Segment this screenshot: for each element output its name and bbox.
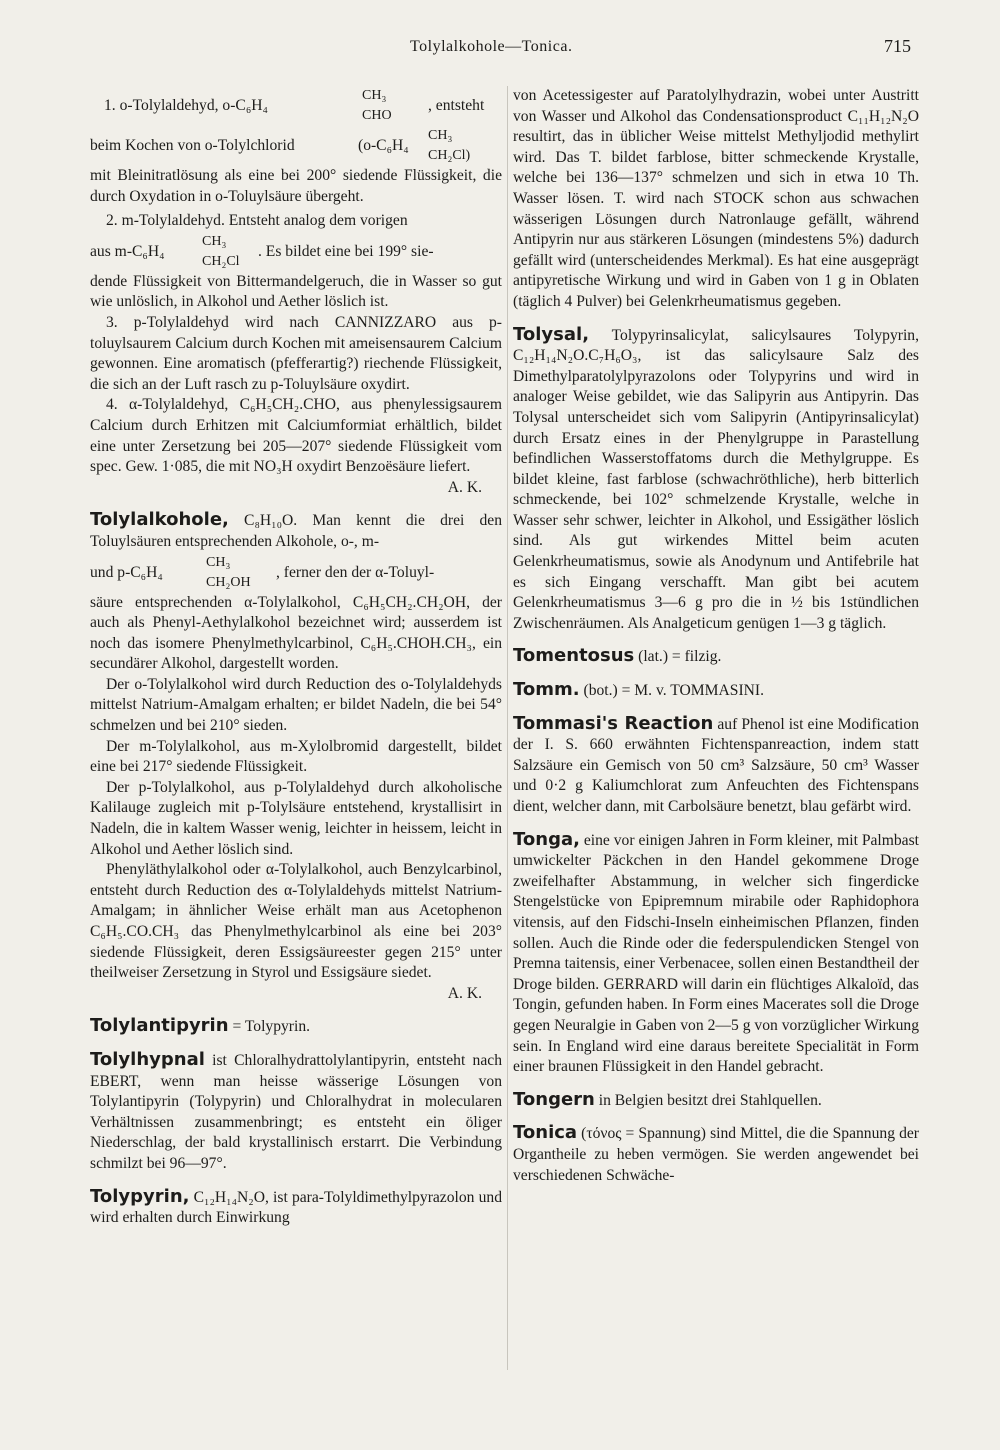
author-signature: A. K. bbox=[447, 478, 482, 496]
paragraph-heading: 2. m-Tolylaldehyd. Entsteht analog dem vorigen bbox=[106, 212, 408, 230]
entry-tommasis-reaction bbox=[513, 714, 919, 818]
entry-tolylhypnal bbox=[90, 1050, 502, 1175]
formula-bottom: CHO bbox=[362, 108, 392, 123]
formula-label: 1. o-Tolylaldehyd, o-C₆H₄ bbox=[104, 97, 268, 114]
right-column bbox=[513, 86, 919, 1186]
entry-tomm bbox=[513, 680, 919, 702]
formula-top: CH₃ bbox=[202, 233, 227, 249]
entry-text: (τόνος = Spannung) sind Mittel, die die Spannung der Organtheile zu heben vermögen. Sie werden angewendet bei verschiedenen Schwäche- bbox=[513, 1125, 919, 1184]
entry-text: in Belgien besitzt drei Stahlquellen. bbox=[594, 1091, 822, 1109]
headword: Tomm. bbox=[513, 679, 580, 701]
page-header bbox=[0, 32, 1000, 62]
paragraph: Der m-Tolylalkohol, aus m-Xylolbromid dargestellt, bildet eine bei 217° siedende Flüssigkeit. bbox=[90, 737, 502, 776]
formula-label: beim Kochen von o-Tolylchlorid bbox=[90, 137, 295, 154]
formula-bottom: CH₂OH bbox=[206, 574, 251, 590]
entry-tolysal bbox=[513, 325, 919, 635]
entry-tonga bbox=[513, 830, 919, 1078]
paragraph: 4. α-Tolylaldehyd, C₆H₅CH₂.CHO, aus phenylessigsaurem Calcium durch Erhitzen mit Calciumformiat erhältlich, bildet eine unter Zersetzung bei 205—207° siedende Flüssigkeit vom spec. Gew. 1·085, die mit NO₃H oxydirt Benzoësäure liefert. bbox=[90, 396, 502, 476]
entry-text: C₈H₁₀O. Man kennt die drei den Toluylsäuren entsprechenden Alkohole, o-, m- bbox=[90, 512, 502, 550]
formula-after: . Es bildet eine bei 199° sie- bbox=[258, 242, 434, 260]
entry-tolypyrin bbox=[90, 1187, 502, 1229]
page-number: 715 bbox=[884, 36, 911, 56]
formula-label: und p-C₆H₄ bbox=[90, 563, 163, 581]
headword: Tomentosus bbox=[513, 645, 635, 667]
formula-bottom: CH₂Cl bbox=[202, 253, 240, 269]
entry-text: C₁₂H₁₄N₂O, ist para-Tolyldimethylpyrazolon und wird erhalten durch Einwirkung bbox=[90, 1188, 502, 1227]
paragraph: dende Flüssigkeit von Bittermandelgeruch, die in Wasser so gut wie unlöslich, in Alkohol und Aether löslich ist. bbox=[90, 272, 502, 311]
paragraph: 3. p-Tolylaldehyd wird nach CANNIZZARO aus p-toluylsaurem Calcium durch Kochen mit ameisensaurem Calcium gewonnen. Eine aromatisch (pfefferartig?) riechende Flüssigkeit, die sich an der Luft rasch zu p-Toluylsäure oxydirt. bbox=[90, 313, 502, 393]
formula-o-tolylaldehyd bbox=[90, 86, 502, 126]
formula-after: , ferner den der α-Toluyl- bbox=[276, 563, 435, 581]
formula-p-tolylalkohol bbox=[90, 553, 502, 593]
paragraph: Der p-Tolylalkohol, aus p-Tolylaldehyd durch alkoholische Kalilauge zugleich mit p-Tolylsäure entstehend, krystallisirt in Nadeln, die in kaltem Wasser wenig, leichter in heissem, leicht in Alkohol und Aether löslich sind. bbox=[90, 778, 502, 858]
headword: Tolysal, bbox=[513, 323, 590, 345]
entry-text: eine vor einigen Jahren in Form kleiner, mit Palmbast umwickelter Päckchen in den Handel gekommene Droge zweifelhafter Abstammung, in welcher sich fingerdicke Stengelstücke von Epipremnum mirabile oder Raphidophora vitensis, auf den Fidschi-Inseln einheimischen Pflanzen, finden sollen. Auch die Rinde oder die federspulendicken Stengel von Premna taitensis, einer Verbenacee, sollen einen Bestandtheil der Droge bilden. GERRARD will darin ein flüchtiges Alkaloïd, das Tongin, gefunden haben. In Form eines Macerates soll die Droge gegen Neuralgie in Gaben von 2—5 g von vorzüglicher Wirkung sein. In England wird eine daraus bereitete Specialität in Form einer braunen Flüssigkeit in den Handel gebracht. bbox=[513, 831, 919, 1076]
headword: Tonga, bbox=[513, 828, 580, 850]
formula-top: CH₃ bbox=[362, 88, 387, 103]
entry-tolylantipyrin bbox=[90, 1016, 502, 1038]
entry-tomentosus bbox=[513, 646, 919, 668]
entry-text: Tolypyrinsalicylat, salicylsaures Tolypyrin, C₁₂H₁₄N₂O.C₇H₆O₃, ist das salicylsaure Salz des Dimethylparatolylpyrazolons oder Tolypyrins und wird in analoger Weise gebildet, wie das Salipyrin aus Antipyrin. Das Tolysal unterscheidet sich vom Salipyrin (Antipyrinsalicylat) durch Ersatz eines in der Phenylgruppe in Parastellung befindlichen Wasserstoffatoms durch die Methylgruppe. Es bildet kleine, fast farblose (schwachröthliche), herb bitterlich schmeckende, bei 102° schmelzende Krystalle, welche in Wasser sehr schwer, leichter in Alkohol, und Essigäther löslich sind. Als gut wirkendes Mittel beim acuten Gelenkrheumatismus, sowie als Anodynum und Antifebrile hat es sich Eingang verschafft. Man gibt bei acutem Gelenkrheumatismus 3—6 g pro die in ½ bis 1stündlichen Zwischenräumen. Als Analgeticum genügen 1—3 g täglich. bbox=[513, 326, 919, 632]
headword: Tongern bbox=[513, 1088, 595, 1110]
formula-top: CH₃ bbox=[428, 128, 453, 143]
entry-text: ist Chloralhydrattolylantipyrin, entsteht nach EBERT, wenn man heisse wässerige Lösungen von Tolylantipyrin (Tolypyrin) und Chloralhydrat in molecularen Verhältnissen zusammenbringt; es entsteht ein öliger Niederschlag, der bald krystallinisch erstarrt. Die Verbindung schmilzt bei 96—97°. bbox=[90, 1051, 502, 1172]
formula-m-tolylaldehyd bbox=[90, 232, 502, 272]
headword: Tolylalkohole, bbox=[90, 509, 229, 531]
formula-o-tolylchlorid bbox=[90, 126, 502, 166]
formula-top: CH₃ bbox=[206, 554, 231, 570]
formula-bracket: (o-C₆H₄ bbox=[358, 137, 409, 154]
headword: Tonica bbox=[513, 1122, 578, 1144]
paragraph: säure entsprechenden α-Tolylalkohol, C₆H₅CH₂.CH₂OH, der auch als Phenyl-Aethylalkohol bezeichnet wird; ausserdem ist noch das isomere Phenylmethylcarbinol, C₆H₅.CHOH.CH₃, ein secundärer Alkohol, dargestellt worden. bbox=[90, 593, 502, 673]
headword: Tolylantipyrin bbox=[90, 1015, 229, 1037]
paragraph: von Acetessigester auf Paratolylhydrazin, wobei unter Austritt von Wasser und Alkohol das Condensationsproduct C₁₁H₁₂N₂O resultirt, das in üblicher Weise mittelst Methyljodid methylirt wird. Das T. bildet farblose, bitter schmeckende Krystalle, welche bei 136—137° schmelzen und sich in etwa 10 Th. Wasser lösen. T. wird nach STOCK schon aus schwachen wässerigen Lösungen durch Natronlauge gefällt, während Antipyrin nur aus stärkeren Lösungen (mindestens 5%) dadurch gefällt wird (unterscheidendes Merkmal). Es hat eine ausgeprägt antipyretische Wirkung und wird in Gaben von 1 g in Oblaten (täglich 4 Pulver) bei Gelenkrheumatismus gegeben. bbox=[513, 87, 919, 310]
headword: Tolypyrin, bbox=[90, 1185, 190, 1207]
formula-label: aus m-C₆H₄ bbox=[90, 242, 165, 260]
entry-text: auf Phenol ist eine Modification der I. S. 660 erwähnten Fichtenspanreaction, indem statt Salzsäure ein Gemisch von 50 cm³ Salzsäure, 50 cm³ Wasser und 0·2 g Kaliumchlorat zum Anfeuchten des Fichtenspans dient, welcher dann, mit Carbolsäure benetzt, blau gefärbt wird. bbox=[513, 715, 919, 815]
headword: Tommasi's Reaction bbox=[513, 712, 714, 734]
paragraph: mit Bleinitratlösung als eine bei 200° siedende Flüssigkeit, die durch Oxydation in o-Toluylsäure übergeht. bbox=[90, 167, 502, 205]
column-divider bbox=[507, 86, 508, 1370]
entry-text: (lat.) = filzig. bbox=[634, 648, 722, 666]
author-signature: A. K. bbox=[447, 984, 482, 1002]
paragraph: Phenyläthylalkohol oder α-Tolylalkohol, auch Benzylcarbinol, entsteht durch Reduction des α-Tolylaldehyds mittelst Natrium-Amalgam; in ähnlicher Weise erhält man aus Acetophenon C₆H₅.CO.CH₃ das Phenylmethylcarbinol als eine bei 203° siedende Flüssigkeit, deren Essigsäureester gegen 215° unter theilweiser Zersetzung in Styrol und Essigsäure siedet. bbox=[90, 861, 502, 982]
formula-bottom: CH₂Cl) bbox=[428, 148, 471, 163]
paragraph: Der o-Tolylalkohol wird durch Reduction des o-Tolylaldehyds mittelst Natrium-Amalgam erhalten; er bildet Nadeln, die bei 54° schmelzen und bei 210° sieden. bbox=[90, 675, 502, 735]
headword: Tolylhypnal bbox=[90, 1048, 205, 1070]
entry-text: = Tolypyrin. bbox=[228, 1018, 311, 1036]
running-title: Tolylalkohole—Tonica. bbox=[410, 38, 573, 55]
entry-tolylalkohole bbox=[90, 510, 502, 552]
left-column bbox=[90, 86, 502, 1229]
entry-tongern bbox=[513, 1090, 919, 1112]
entry-text: (bot.) = M. v. TOMMASINI. bbox=[579, 682, 764, 700]
entry-tonica bbox=[513, 1123, 919, 1186]
formula-after: , entsteht bbox=[428, 97, 485, 114]
